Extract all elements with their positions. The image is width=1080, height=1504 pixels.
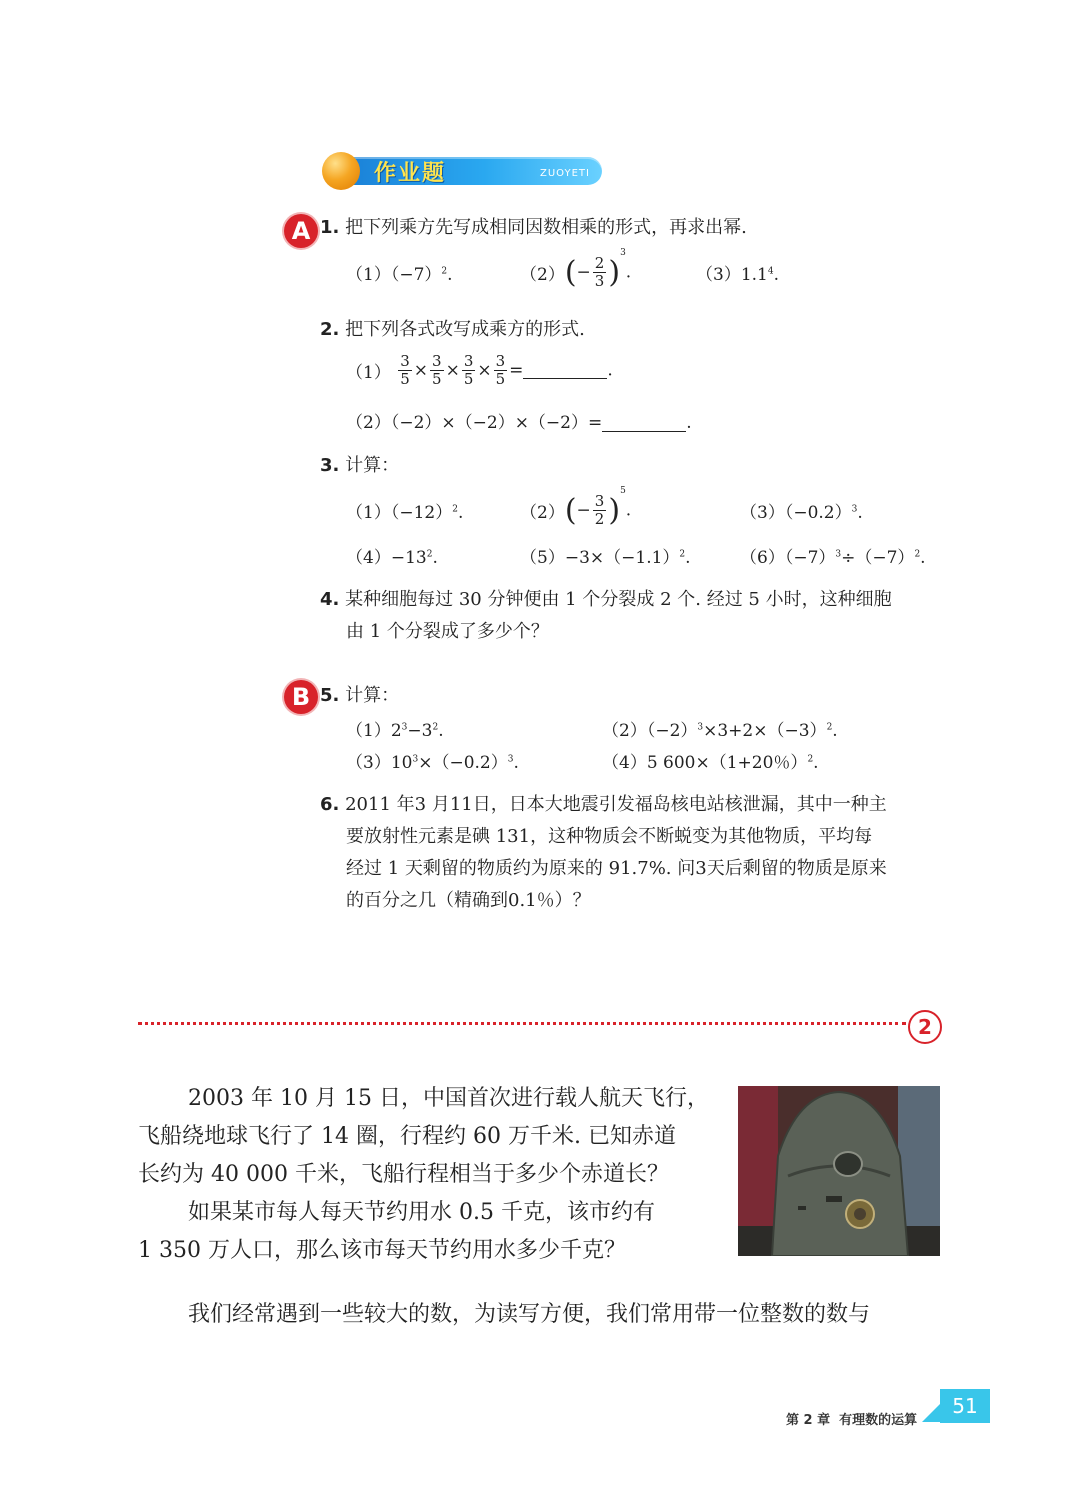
q3-item-6: $(6)(-7)^3\div(-7)^2$. xyxy=(740,548,926,568)
q1-item-2: （2）(− $\frac{2}{3}$ )$^3$. xyxy=(520,248,632,290)
question-text: 把下列各式改写成乘方的形式. xyxy=(345,319,585,340)
q3-item-1: $(1)(-12)^2$. xyxy=(346,503,464,523)
q1-item-3: $(3)1.1^4$. xyxy=(696,265,780,285)
q3-item-2: （2）(− $\frac{3}{2}$ )$^5$. xyxy=(520,486,632,528)
q1-item-1: $(1)(-7)^2$. xyxy=(346,265,453,285)
footer-chapter: 第 2 章 有理数的运算 xyxy=(786,1413,918,1428)
question-text: 计算： xyxy=(345,455,400,476)
section-divider xyxy=(138,1022,906,1025)
question-4 xyxy=(320,584,892,616)
question-number: 2. xyxy=(320,319,340,340)
banner-ball-icon xyxy=(322,152,360,190)
q3-item-4: $(4)-13^2$. xyxy=(346,548,438,568)
question-2 xyxy=(320,314,585,346)
question-5 xyxy=(320,680,399,712)
question-number: 6. xyxy=(320,794,340,815)
question-6-line-3: 经过 1 天剩留的物质约为原来的 91.7%. 问3天后剩留的物质是原来 xyxy=(346,858,887,879)
question-6 xyxy=(320,789,887,821)
page-number-tab xyxy=(922,1404,940,1422)
question-4-line-2: 由 1 个分裂成了多少个？ xyxy=(346,621,549,642)
question-text: 某种细胞每过 30 分钟便由 1 个分裂成 2 个. 经过 5 小时，这种细胞 xyxy=(345,589,892,610)
question-number: 1. xyxy=(320,217,340,238)
q2-item-1: （1） $\frac{3}{5}$ × $\frac{3}{5}$ × $\frac{3}{5}$ × $\frac{3}{5}$ = . xyxy=(346,352,613,388)
banner-subtitle: ZUOYETI xyxy=(540,168,590,179)
body-p2-line1: 如果某市每人每天节约用水 0.5 千克，该市约有 xyxy=(188,1200,655,1225)
question-number: 4. xyxy=(320,589,340,610)
question-text: 2011 年3 月11日，日本大地震引发福岛核电站核泄漏，其中一种主 xyxy=(345,794,887,815)
capsule-illustration xyxy=(738,1086,940,1256)
question-text: 把下列乘方先写成相同因数相乘的形式，再求出幂. xyxy=(345,217,747,238)
body-p1-line3: 长约为 40 000 千米，飞船行程相当于多少个赤道长？ xyxy=(138,1162,669,1187)
fraction: $\frac{2}{3}$ xyxy=(594,254,605,290)
body-p2-line2: 1 350 万人口，那么该市每天节约用水多少千克？ xyxy=(138,1238,626,1263)
body-p3-line1: 我们经常遇到一些较大的数，为读写方便，我们常用带一位整数的数与 xyxy=(188,1302,871,1327)
page-number: 51 xyxy=(940,1389,990,1423)
question-6-line-2: 要放射性元素是碘 131，这种物质会不断蜕变为其他物质，平均每 xyxy=(346,826,873,847)
spacecraft-capsule-photo xyxy=(738,1086,940,1256)
q5-item-4: （4）5 600×（1+20％）$^2$. xyxy=(602,753,819,773)
question-6-line-4: 的百分之几（精确到0.1％）？ xyxy=(346,890,591,911)
question-1 xyxy=(320,212,747,244)
question-text: 计算： xyxy=(345,685,400,706)
body-p1-line1: 2003 年 10 月 15 日，中国首次进行载人航天飞行， xyxy=(188,1086,709,1111)
q5-item-3: $(3)10^3\times(-0.2)^3$. xyxy=(346,753,519,773)
question-number: 3. xyxy=(320,455,340,476)
homework-banner xyxy=(322,152,604,192)
q5-item-2: $(2)(-2)^3\times 3+2\times(-3)^2$. xyxy=(602,721,838,741)
banner-title: 作业题 xyxy=(374,161,447,186)
q2-item-2: （2）（−2）×（−2）×（−2）= . xyxy=(346,413,692,433)
q3-item-5: $(5)-3\times(-1.1)^2$. xyxy=(520,548,691,568)
level-b-badge: B xyxy=(284,680,318,714)
q3-item-3: $(3)(-0.2)^3$. xyxy=(740,503,863,523)
question-number: 5. xyxy=(320,685,340,706)
section-number: 2 xyxy=(908,1010,942,1044)
q5-item-1: $(1)2^3-3^2$. xyxy=(346,721,444,741)
answer-blank[interactable] xyxy=(602,413,686,432)
body-p1-line2: 飞船绕地球飞行了 14 圈，行程约 60 万千米. 已知赤道 xyxy=(138,1124,676,1149)
answer-blank[interactable] xyxy=(523,360,607,379)
question-3 xyxy=(320,450,399,482)
level-a-badge: A xyxy=(284,214,318,248)
